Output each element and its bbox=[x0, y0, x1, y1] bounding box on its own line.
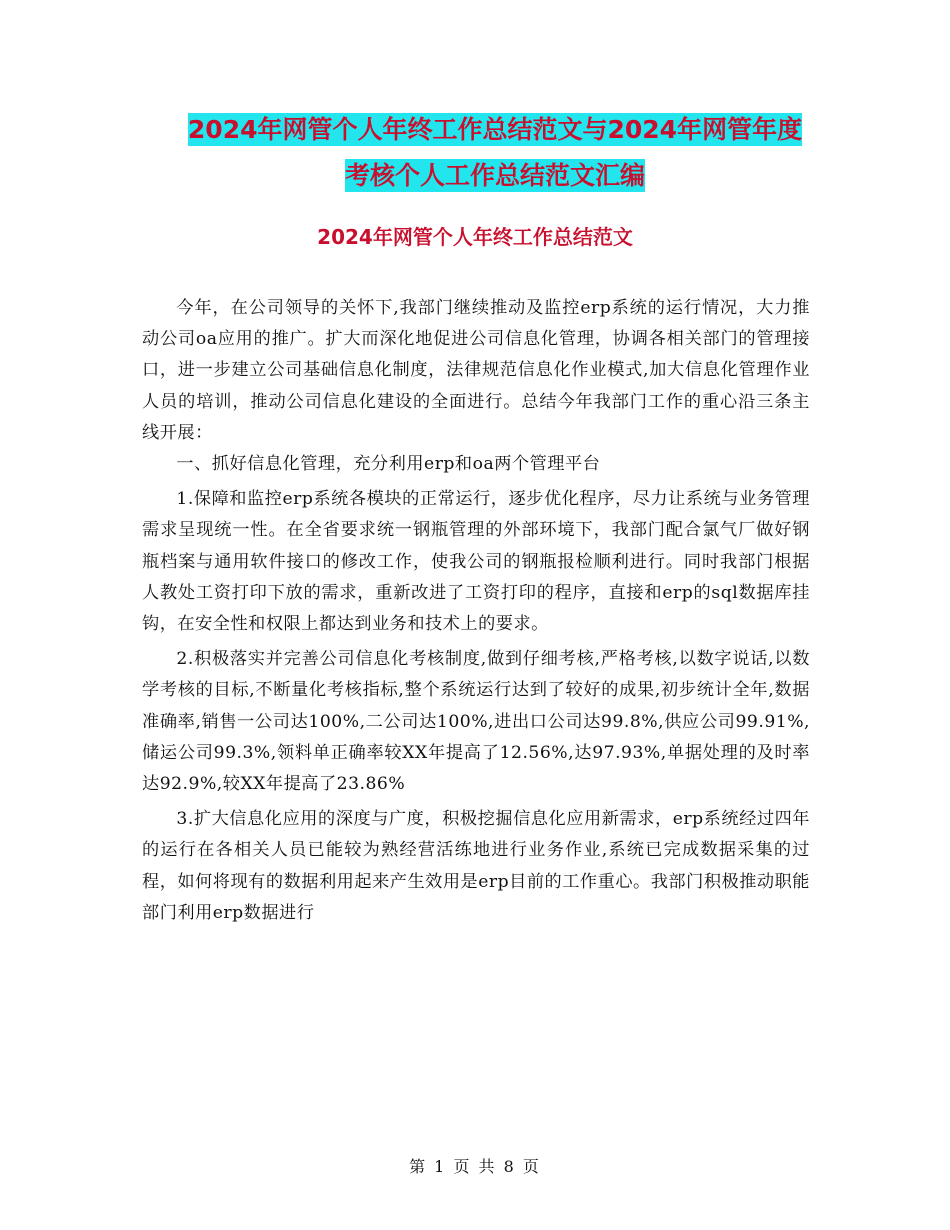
main-title-line-2 bbox=[140, 150, 850, 202]
paragraph-item-1: 1.保障和监控erp系统各模块的正常运行，逐步优化程序，尽力让系统与业务管理需求呈现统一性。在全省要求统一钢瓶管理的外部环境下，我部门配合氯气厂做好钢瓶档案与通用软件接口的修改工作，使我公司的钢瓶报检顺利进行。同时我部门根据人教处工资打印下放的需求，重新改进了工资打印的程序，直接和erp的sql数据库挂钩，在安全性和权限上都达到业务和技术上的要求。 bbox=[142, 489, 810, 635]
main-title-line-1 bbox=[140, 104, 850, 156]
paragraph-item-2: 2.积极落实并完善公司信息化考核制度,做到仔细考核,严格考核,以数字说话,以数学考核的目标,不断量化考核指标,整个系统运行达到了较好的成果,初步统计全年,数据准确率,销售一公司达100%,二公司达100%,进出口公司达99.8%,供应公司99.91%,储运公司99.3%,领料单正确率较XX年提高了12.56%,达97.93%,单据处理的及时率达92.9%,较XX年提高了23.86% bbox=[142, 649, 810, 795]
paragraph-item-3: 3.扩大信息化应用的深度与广度，积极挖掘信息化应用新需求，erp系统经过四年的运行在各相关人员已能较为熟经营活练地进行业务作业,系统已完成数据采集的过程，如何将现有的数据利用起来产生效用是erp目前的工作重心。我部门积极推动职能部门利用erp数据进行 bbox=[142, 809, 810, 923]
paragraph-intro: 今年，在公司领导的关怀下,我部门继续推动及监控erp系统的运行情况，大力推动公司oa应用的推广。扩大而深化地促进公司信息化管理，协调各相关部门的管理接口，进一步建立公司基础信息化制度，法律规范信息化作业模式,加大信息化管理作业人员的培训，推动公司信息化建设的全面进行。总结今年我部门工作的重心沿三条主线开展： bbox=[142, 298, 810, 443]
title-highlight: 考核个人工作总结范文汇编 bbox=[344, 161, 645, 190]
paragraph-heading-1: 一、抓好信息化管理，充分利用erp和oa两个管理平台 bbox=[176, 454, 601, 475]
section-title: 2024年网管个人年终工作总结范文 bbox=[317, 225, 633, 249]
page-footer: 第 1 页 共 8 页 bbox=[409, 1157, 541, 1176]
title-highlight: 2024年网管个人年终工作总结范文与2024年网管年度 bbox=[187, 115, 803, 144]
document-body bbox=[142, 293, 810, 929]
